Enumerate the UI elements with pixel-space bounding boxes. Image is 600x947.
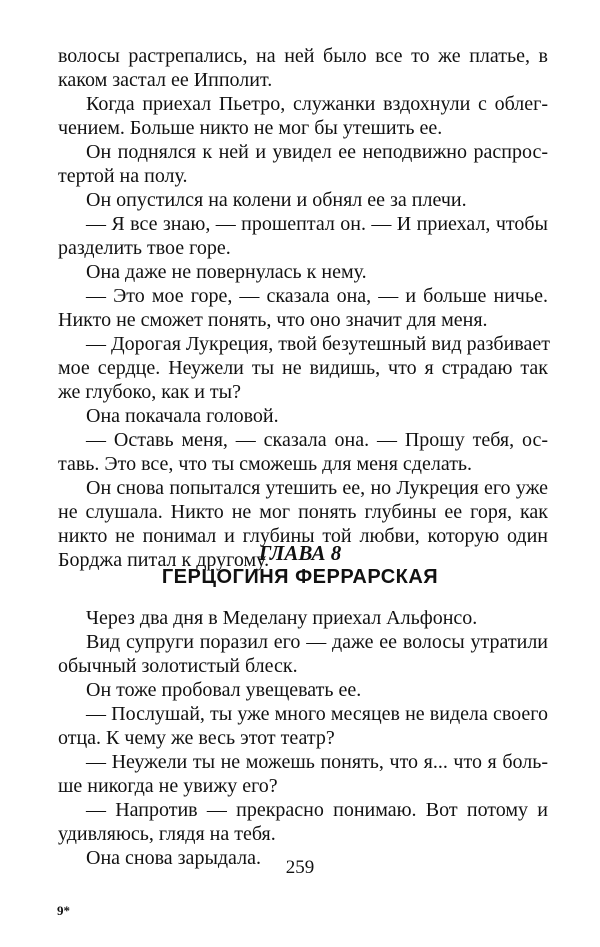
text-line: не слушала. Никто не мог понять глубины ее горя, как xyxy=(58,501,548,523)
text-line: разделить твое горе. xyxy=(58,237,231,259)
text-line: Она снова зарыдала. xyxy=(86,847,261,869)
text-line: тертой на полу. xyxy=(58,165,188,187)
text-line: — Я все знаю, — прошептал он. — И приехал, чтобы xyxy=(86,213,548,235)
text-line: чением. Больше никто не мог бы утешить ее. xyxy=(58,117,443,139)
text-line: волосы растрепались, на ней было все то же платье, в xyxy=(58,45,548,67)
text-line: — Напротив — прекрасно понимаю. Вот потому и xyxy=(86,799,548,821)
text-line: Никто не сможет понять, что оно значит для меня. xyxy=(58,309,488,331)
chapter-number: ГЛАВА 8 xyxy=(258,541,342,565)
text-line: Через два дня в Меделану приехал Альфонсо. xyxy=(86,607,478,629)
text-line: Он опустился на колени и обнял ее за плечи. xyxy=(86,189,467,211)
chapter-title: ГЕРЦОГИНЯ ФЕРРАРСКАЯ xyxy=(161,566,439,588)
printer-signature-mark: 9* xyxy=(57,903,70,918)
text-line: мое сердце. Неужели ты не видишь, что я страдаю так xyxy=(58,357,548,379)
text-line: Она покачала головой. xyxy=(86,405,279,427)
text-line: отца. К чему же весь этот театр? xyxy=(58,727,335,749)
text-line: же глубоко, как и ты? xyxy=(58,381,241,403)
text-line: — Это мое горе, — сказала она, — и больше ничье. xyxy=(86,285,548,307)
text-line: — Оставь меня, — сказала она. — Прошу тебя, ос- xyxy=(86,429,548,451)
text-line: — Дорогая Лукреция, твой безутешный вид разбивает xyxy=(86,333,550,355)
text-line: тавь. Это все, что ты сможешь для меня сделать. xyxy=(58,453,473,475)
text-line: обычный золотистый блеск. xyxy=(58,655,298,677)
text-line: Вид супруги поразил его — даже ее волосы утратили xyxy=(86,631,548,653)
text-line: Он поднялся к ней и увидел ее неподвижно распрос- xyxy=(86,141,548,163)
page-number: 259 xyxy=(285,857,315,878)
text-line: — Послушай, ты уже много месяцев не видела своего xyxy=(86,703,548,725)
text-line: Когда приехал Пьетро, служанки вздохнули с облег- xyxy=(86,93,548,115)
text-line: каком застал ее Ипполит. xyxy=(58,69,273,91)
text-line: удивляюсь, глядя на тебя. xyxy=(58,823,276,845)
text-line: — Неужели ты не можешь понять, что я... что я боль- xyxy=(86,751,548,773)
text-line: Он снова попытался утешить ее, но Лукреция его уже xyxy=(86,477,548,499)
text-line: Она даже не повернулась к нему. xyxy=(86,261,367,283)
text-line: ше никогда не увижу его? xyxy=(58,775,278,797)
text-line: никто не понимал и глубины той любви, которую один xyxy=(58,525,548,547)
text-line: Борджа питал к другому. xyxy=(58,549,270,571)
text-line: Он тоже пробовал увещевать ее. xyxy=(86,679,362,701)
